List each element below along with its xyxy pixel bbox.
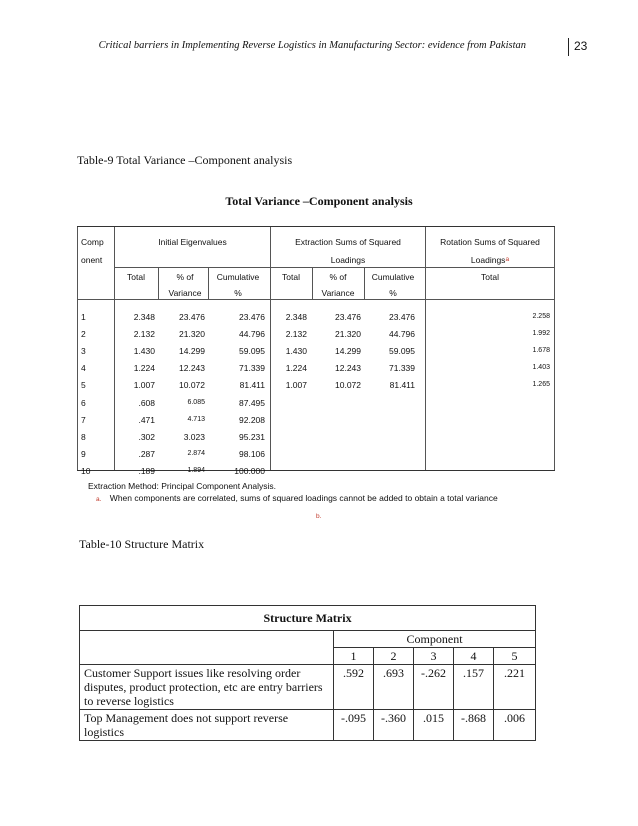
component-number: 4 [454,648,494,665]
component-number-cell: 10 [81,465,91,476]
initial-cum-cell: 44.796 [239,329,265,340]
component-number: 3 [414,648,454,665]
initial-pct-cell: 12.243 [179,363,205,374]
sub-pct-extraction-1: % of [329,272,347,282]
initial-total-cell: 2.348 [133,312,155,322]
rotation-header-1: Rotation Sums of Squared [440,237,540,247]
extraction-pct-cell: 12.243 [335,363,361,374]
sub-cum-extraction-1: Cumulative [371,272,415,282]
loading-value: .006 [494,710,536,741]
rotation-footnote-marker: a [505,256,510,263]
component-number-cell: 7 [81,414,86,425]
initial-pct-cell: 3.023 [183,431,205,442]
initial-cum-cell: 92.208 [239,414,265,425]
extraction-pct-cell: 23.476 [335,312,361,322]
extraction-cum-cell: 71.339 [389,363,415,374]
variance-table-title: Total Variance –Component analysis [225,194,413,208]
structure-matrix-title: Structure Matrix [80,606,536,631]
loading-value: .157 [454,665,494,710]
component-number-cell: 8 [81,431,86,442]
loading-value: -.095 [334,710,374,741]
sub-pct-extraction-2: Variance [321,288,355,298]
page-number: 23 [574,39,588,53]
initial-pct-cell: 1.894 [187,466,205,474]
footnote-a-marker: a. [96,496,102,503]
initial-total-cell: 2.132 [133,329,155,340]
sub-divider [364,267,365,300]
sub-total-extraction: Total [282,272,300,282]
extraction-cum-cell: 23.476 [389,312,415,322]
sub-pct-initial-2: Variance [168,288,202,298]
loading-value: -.262 [414,665,454,710]
component-number-cell: 3 [81,346,86,357]
initial-cum-cell: 95.231 [239,431,265,442]
header-divider [568,38,569,56]
loading-value: .221 [494,665,536,710]
extraction-total-cell: 1.007 [285,380,307,391]
extraction-header-2: Loadings [330,255,366,265]
header-rule [77,299,555,300]
extraction-total-cell: 1.224 [285,363,307,374]
rotation-total-cell: 1.992 [532,330,550,338]
rotation-header-2-text: Loadings [470,255,506,265]
initial-cum-cell: 87.495 [239,397,265,408]
initial-total-cell: .189 [138,465,155,476]
component-number-cell: 5 [81,380,86,391]
extraction-pct-cell: 14.299 [335,346,361,357]
rotation-total-cell: 1.403 [532,364,550,372]
sub-total-rotation: Total [481,272,499,282]
initial-total-cell: .302 [138,431,155,442]
comp-label-2: onent [81,255,103,265]
table-row [80,710,536,741]
component-number-cell: 2 [81,329,86,340]
extraction-total-cell: 1.430 [285,346,307,357]
component-number-cell: 6 [81,397,86,408]
initial-total-cell: 1.007 [133,380,155,391]
loading-value: -.868 [454,710,494,741]
initial-total-cell: .471 [138,414,155,425]
subheader-top-rule [115,267,555,268]
initial-total-cell: .287 [138,448,155,459]
rotation-total-cell: 2.258 [532,313,550,320]
initial-cum-cell: 59.095 [239,346,265,357]
component-number: 1 [334,648,374,665]
row-label: Customer Support issues like resolving order disputes, product protection, etc are entry barriers to reverse logistics [80,665,334,710]
sub-pct-initial-1: % of [176,272,194,282]
initial-total-cell: .608 [138,397,155,408]
sub-divider [312,267,313,300]
rotation-total-cell: 1.678 [532,347,550,355]
initial-pct-cell: 14.299 [179,346,205,357]
comp-label-1: Comp [81,237,104,247]
extraction-cum-cell: 81.411 [389,380,415,391]
running-header-title: Critical barriers in Implementing Reverse Logistics in Manufacturing Sector: evidence from Pakistan [98,40,526,51]
extraction-total-cell: 2.348 [285,312,307,322]
initial-pct-cell: 23.476 [179,312,205,322]
footnote-a-text: When components are correlated, sums of squared loadings cannot be added to obtain a total variance [109,493,498,503]
initial-cum-cell: 23.476 [239,312,265,322]
variance-table [77,226,555,476]
structure-matrix-table [79,605,536,741]
sub-cum-initial-1: Cumulative [216,272,260,282]
extraction-total-cell: 2.132 [285,329,307,340]
component-number: 5 [494,648,536,665]
table9-caption: Table-9 Total Variance –Component analysis [77,153,293,167]
initial-cum-cell: 98.106 [239,448,265,459]
loading-value: -.360 [374,710,414,741]
component-header: Component [334,631,536,648]
initial-pct-cell: 2.874 [187,449,205,457]
extraction-pct-cell: 10.072 [335,380,361,391]
sub-divider [208,267,209,300]
extraction-pct-cell: 21.320 [335,329,361,340]
initial-total-cell: 1.224 [133,363,155,374]
structure-matrix-corner [80,631,334,665]
initial-pct-cell: 10.072 [179,380,205,391]
rotation-header-2 [426,255,554,265]
table10-caption: Table-10 Structure Matrix [79,537,205,551]
initial-pct-cell: 6.085 [187,398,205,406]
initial-cum-cell: 81.411 [239,380,265,391]
sub-total-initial: Total [127,272,145,282]
initial-pct-cell: 4.713 [187,415,205,423]
component-number-cell: 1 [81,312,86,322]
footnote-a [96,493,498,503]
table-row [80,665,536,710]
component-number-cell: 4 [81,363,86,374]
initial-eigenvalues-header: Initial Eigenvalues [158,237,227,247]
loading-value: .693 [374,665,414,710]
sub-divider [158,267,159,300]
initial-cum-cell: 100.000 [234,465,265,476]
extraction-cum-cell: 44.796 [389,329,415,340]
divider-rotation [554,227,555,470]
loading-value: .015 [414,710,454,741]
row-label: Top Management does not support reverse logistics [80,710,334,741]
component-number: 2 [374,648,414,665]
initial-pct-cell: 21.320 [179,329,205,340]
footnote-extraction-method: Extraction Method: Principal Component Analysis. [88,481,277,491]
divider-left [77,227,78,470]
loading-value: .592 [334,665,374,710]
sub-cum-extraction-2: % [389,288,397,298]
extraction-cum-cell: 59.095 [389,346,415,357]
initial-total-cell: 1.430 [133,346,155,357]
sub-cum-initial-2: % [234,288,242,298]
component-number-cell: 9 [81,448,86,459]
footnote-b-marker: b. [316,513,322,520]
rotation-total-cell: 1.265 [532,381,550,389]
initial-cum-cell: 71.339 [239,363,265,374]
extraction-header-1: Extraction Sums of Squared [295,237,401,247]
running-header [0,38,600,58]
